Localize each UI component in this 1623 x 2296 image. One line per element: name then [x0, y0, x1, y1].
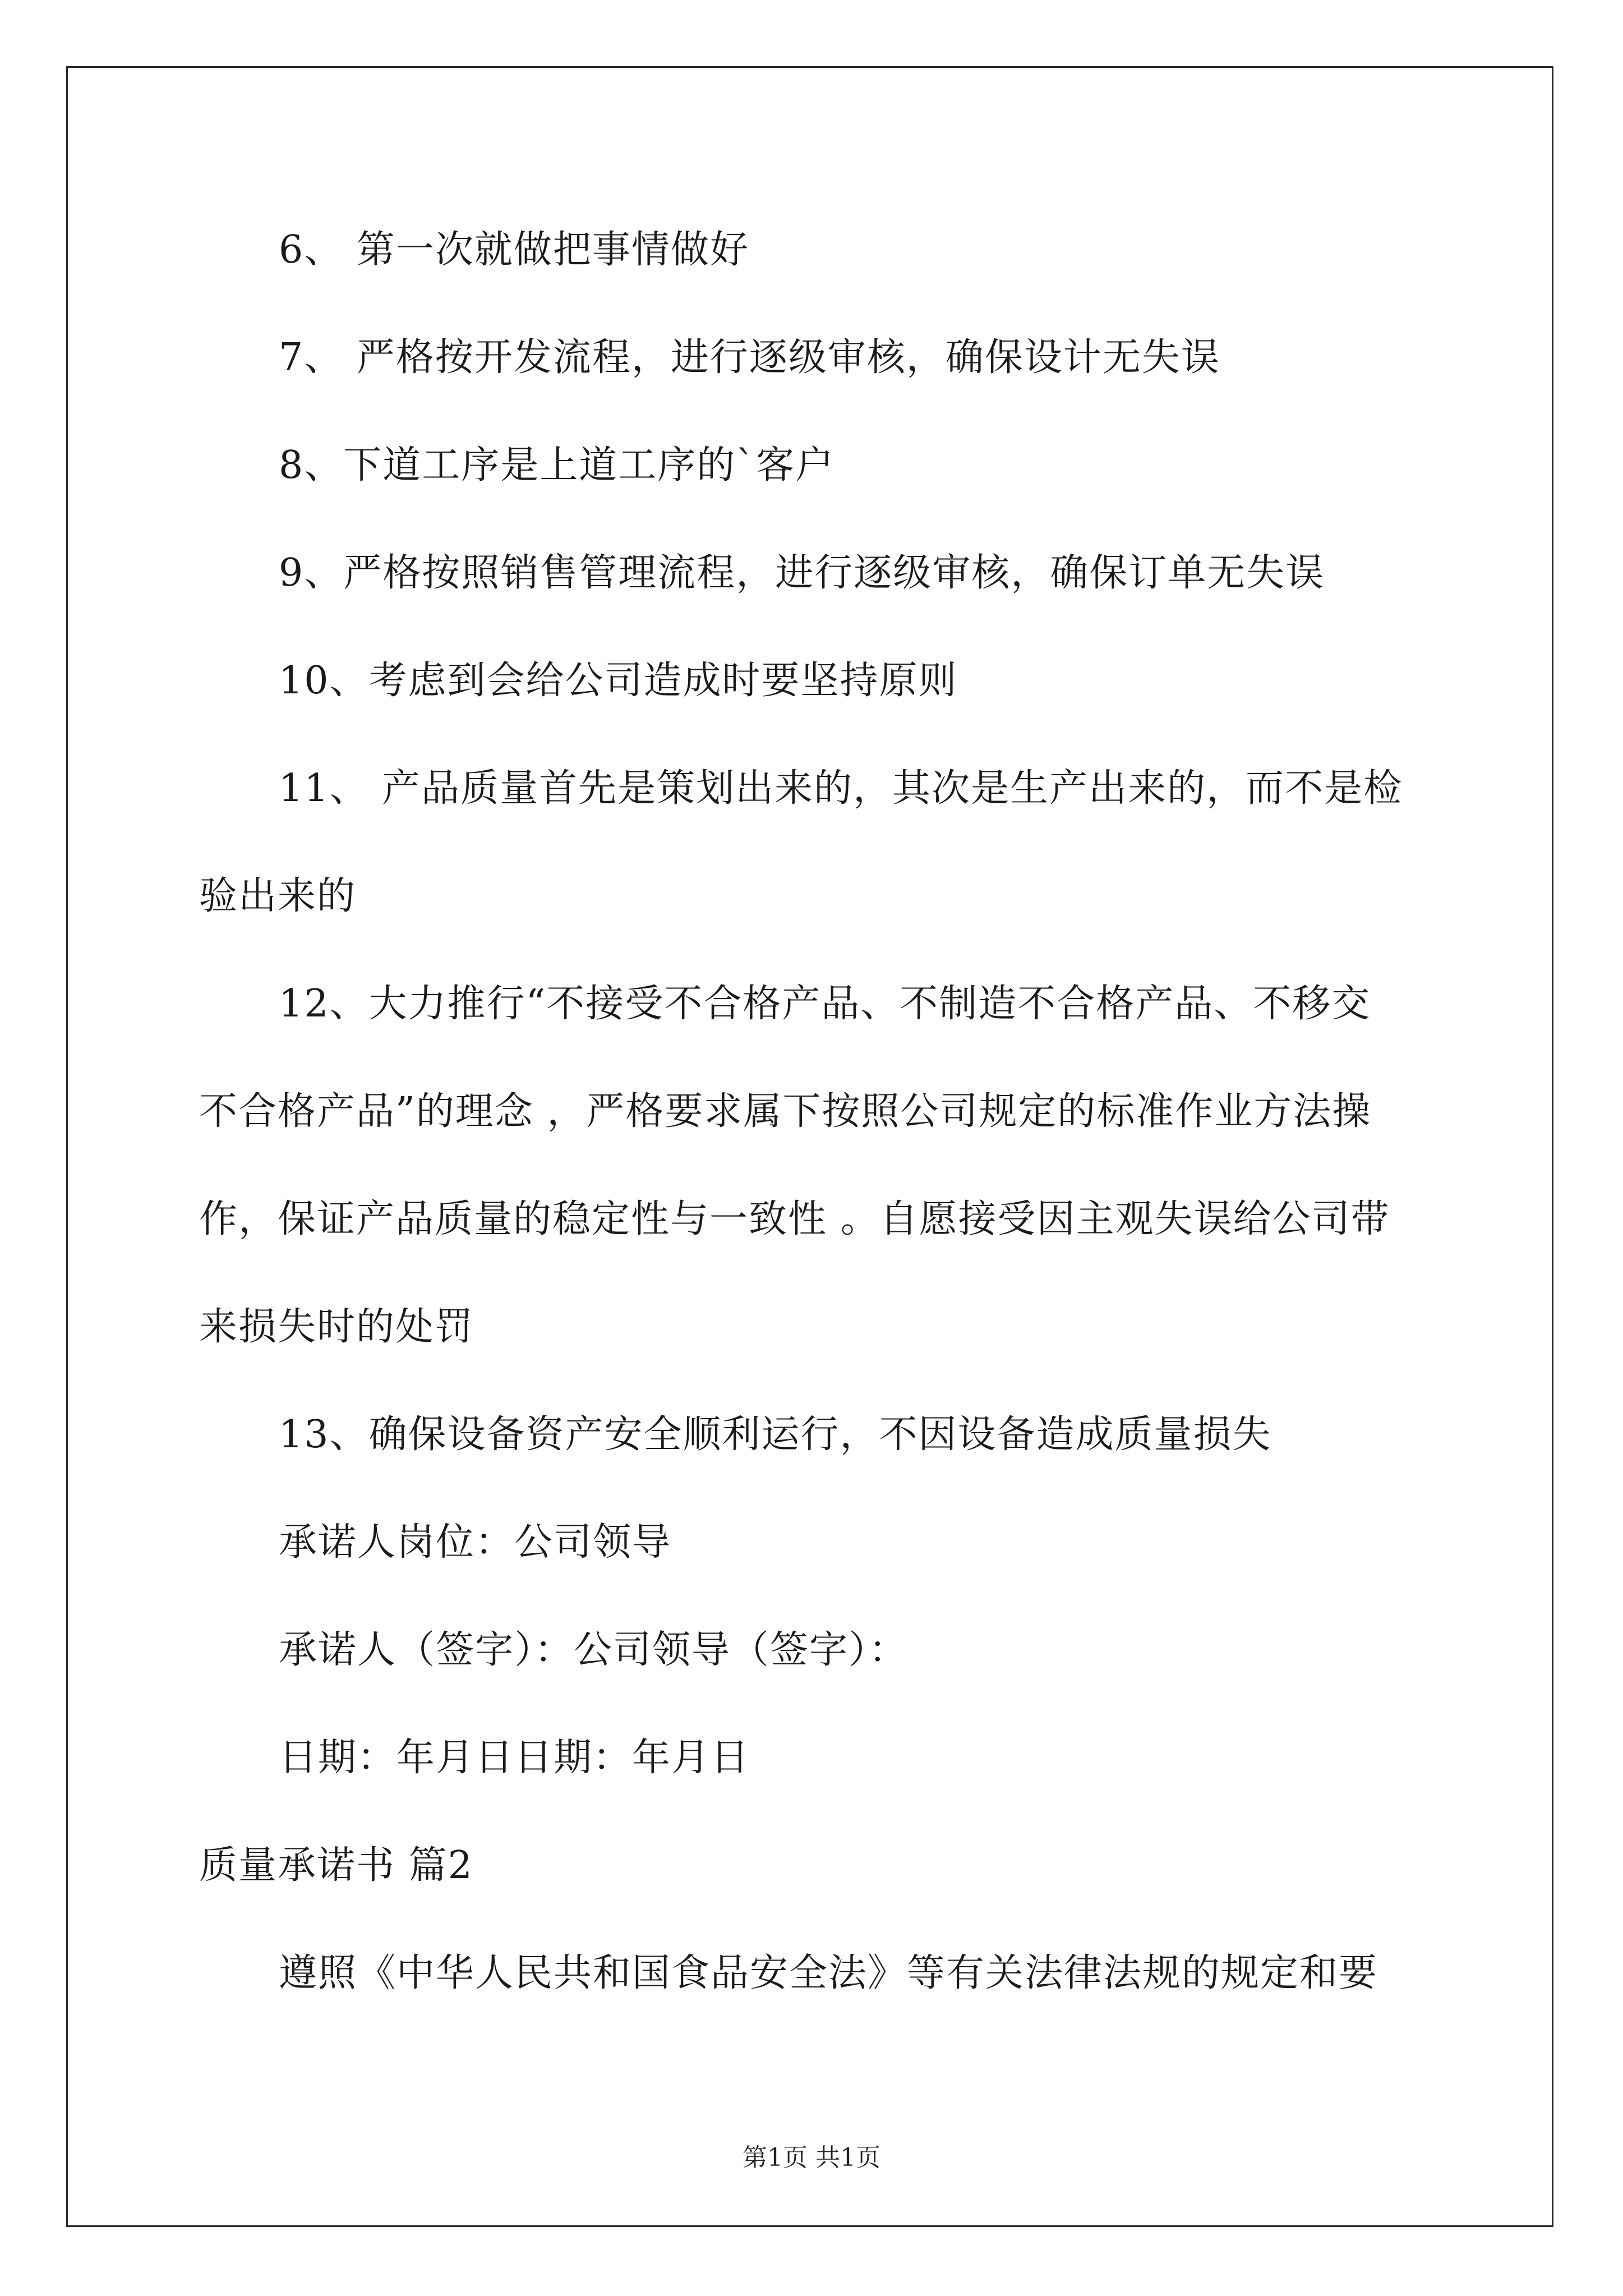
list-item-12-cont-1: 不合格产品”的理念 ，严格要求属下按照公司规定的标准作业方法操 [199, 1089, 1372, 1134]
list-item-13: 13、确保设备资产安全顺利运行，不因设备造成质量损失 [279, 1412, 1272, 1457]
list-item-12: 12、大力推行“不接受不合格产品、不制造不合格产品、不移交 [279, 982, 1371, 1026]
promisor-position: 承诺人岗位：公司领导 [279, 1520, 672, 1565]
list-item-7: 7、 严格按开发流程，进行逐级审核，确保设计无失误 [279, 335, 1220, 380]
list-item-9: 9、严格按照销售管理流程，进行逐级审核，确保订单无失误 [279, 551, 1325, 595]
section-heading: 质量承诺书 篇2 [199, 1843, 473, 1888]
paragraph-start: 遵照《中华人民共和国食品安全法》等有关法律法规的规定和要 [279, 1951, 1378, 1995]
list-item-10: 10、考虑到会给公司造成时要坚持原则 [279, 659, 958, 703]
list-item-8: 8、下道工序是上道工序的`客户 [279, 443, 835, 487]
page-border [66, 66, 1553, 2227]
list-item-11: 11、 产品质量首先是策划出来的，其次是生产出来的，而不是检 [279, 766, 1403, 811]
list-item-12-cont-3: 来损失时的处罚 [199, 1305, 474, 1349]
list-item-6: 6、 第一次就做把事情做好 [279, 228, 749, 272]
list-item-12-cont-2: 作，保证产品质量的稳定性与一致性 。自愿接受因主观失误给公司带 [199, 1197, 1390, 1241]
list-item-11-cont: 验出来的 [199, 874, 357, 918]
date-line: 日期：年月日日期：年月日 [279, 1736, 750, 1780]
signature-line: 承诺人（签字）：公司领导（签字）： [279, 1628, 909, 1672]
page-footer: 第1页 共1页 [743, 2143, 880, 2172]
